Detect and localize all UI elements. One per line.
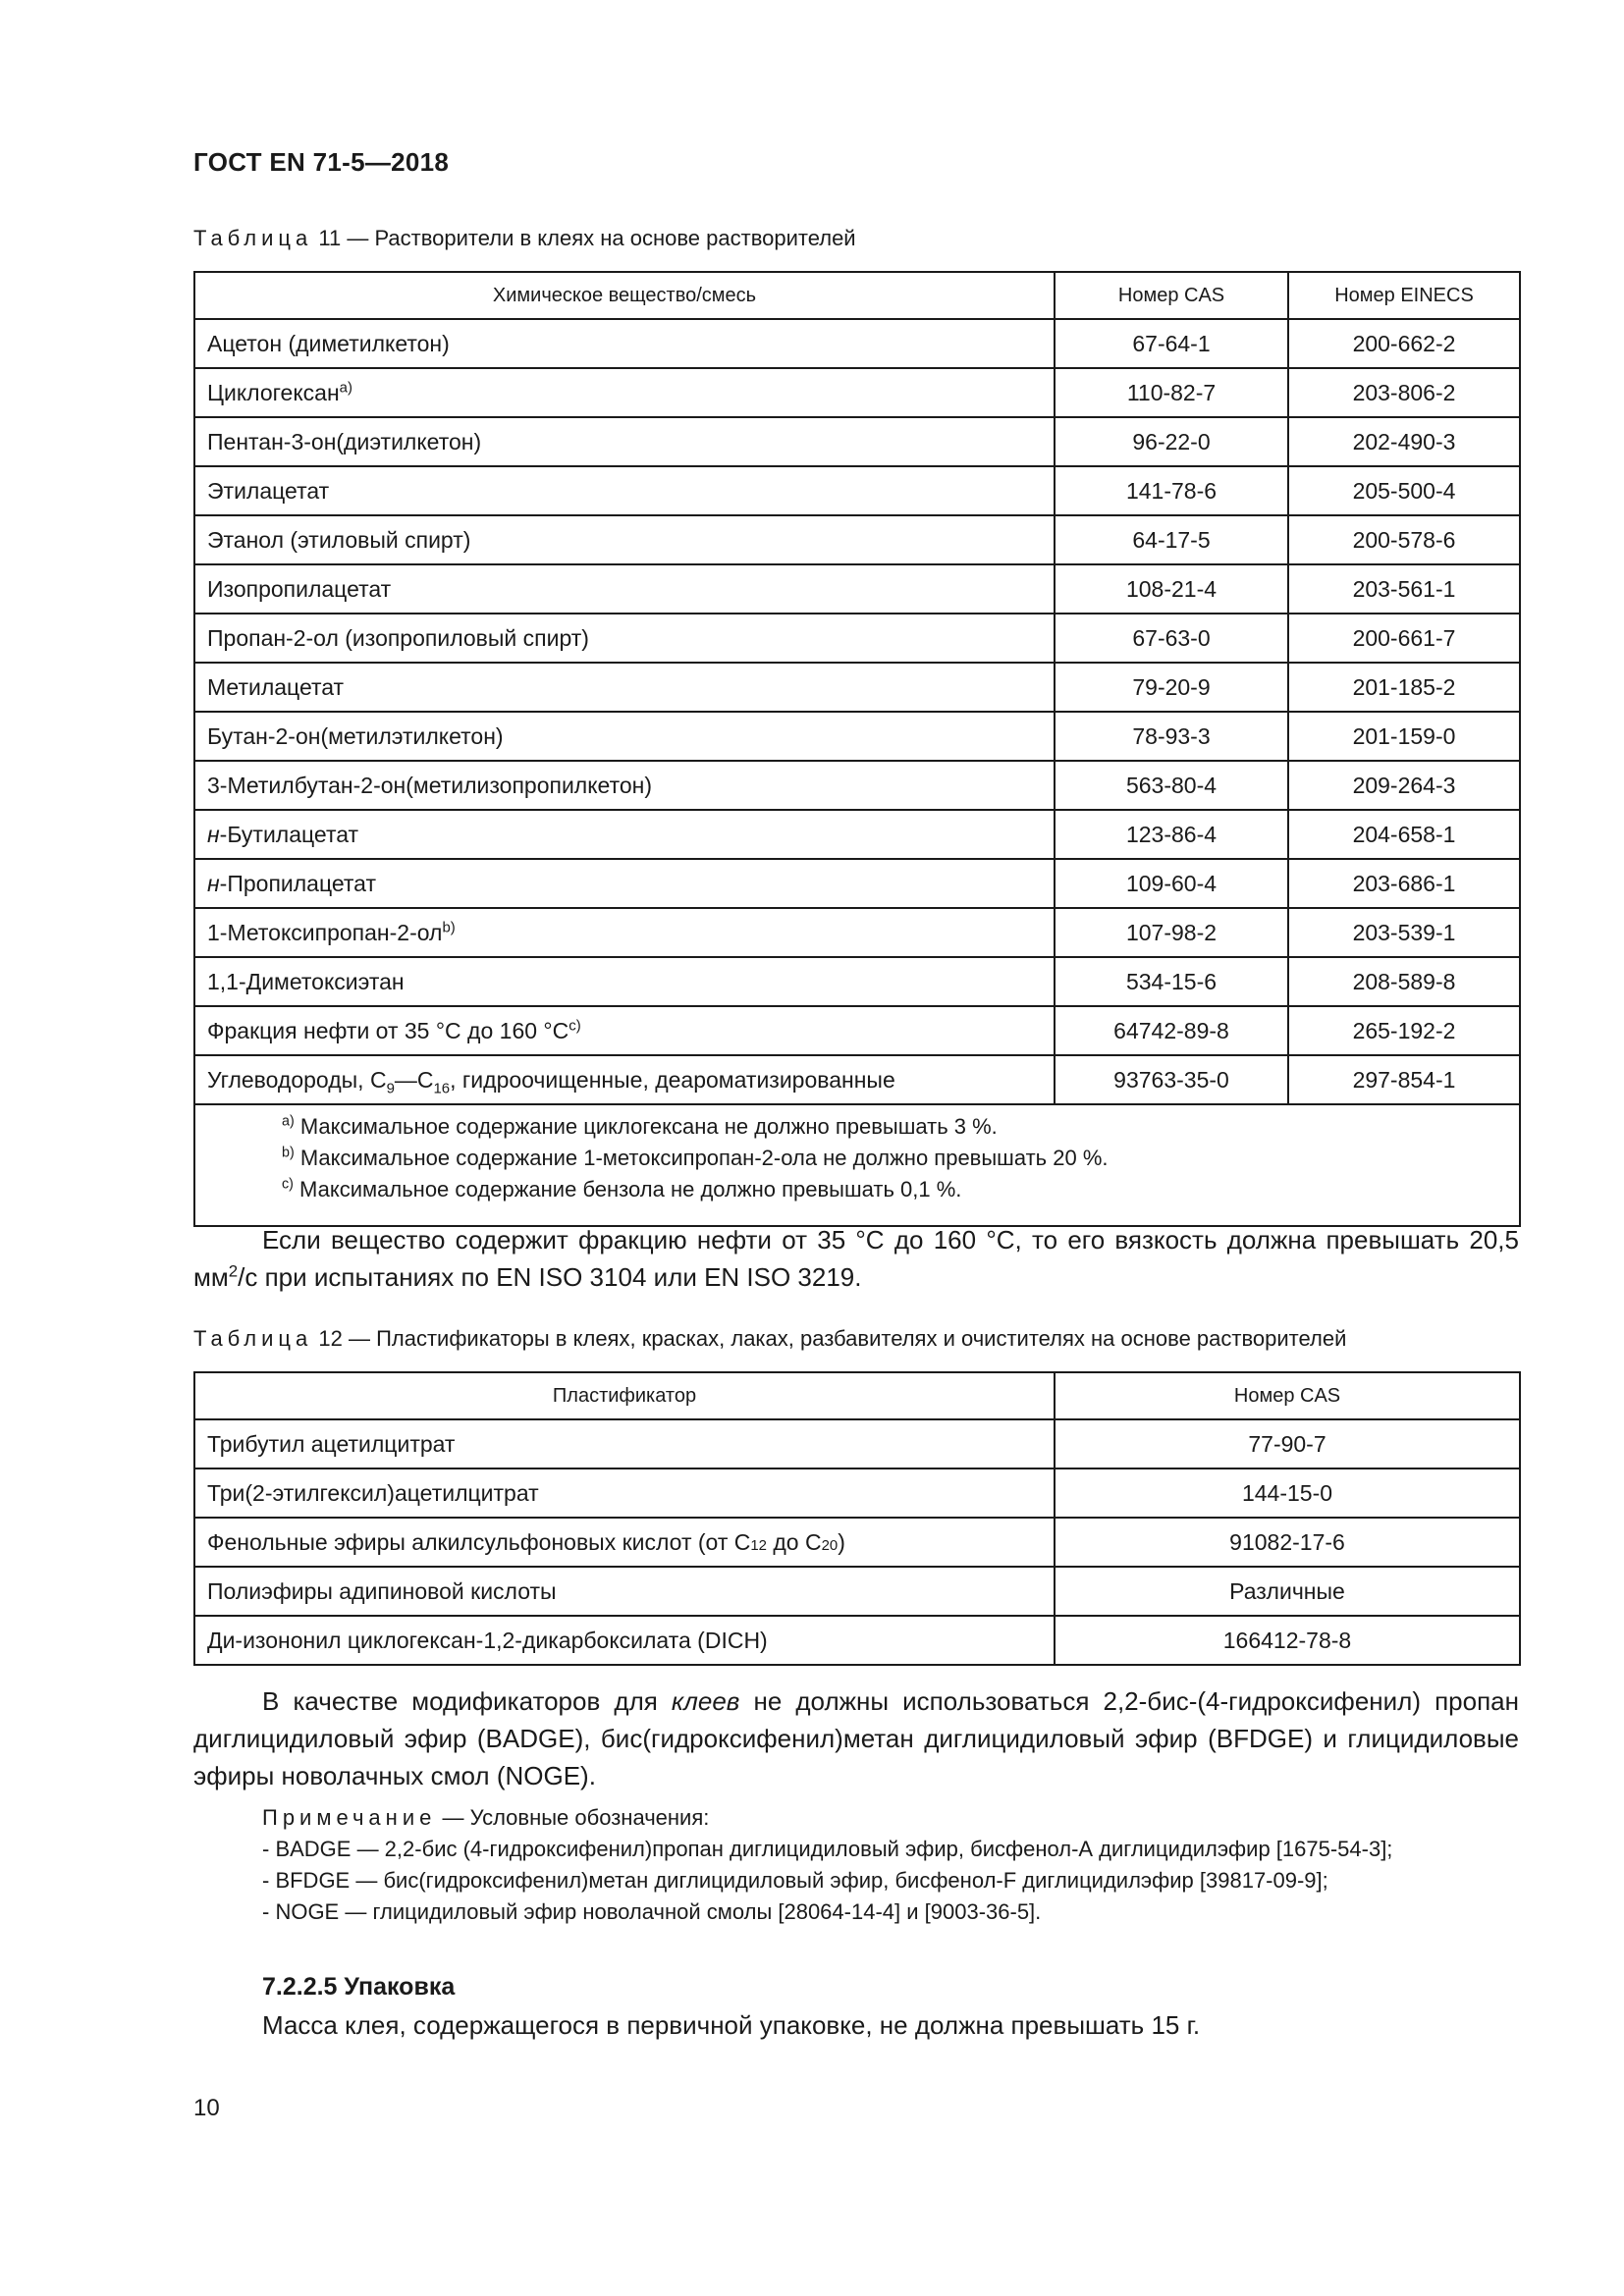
substance-cell xyxy=(194,368,1055,417)
einecs-cell: 297-854-1 xyxy=(1288,1055,1520,1104)
table-row xyxy=(194,810,1520,859)
cas-cell: 563-80-4 xyxy=(1055,761,1288,810)
table-row xyxy=(194,712,1520,761)
small-index: 12 xyxy=(750,1536,767,1554)
substance-cell: Пентан-3-он(диэтилкетон) xyxy=(194,417,1055,466)
plasticizer-cell: Ди-изононил циклогексан-1,2-дикарбоксилата (DICH) xyxy=(194,1616,1055,1665)
substance-cell: Пропан-2-ол (изопропиловый спирт) xyxy=(194,614,1055,663)
table-row xyxy=(194,614,1520,663)
substance-cell: Этилацетат xyxy=(194,466,1055,515)
table-row xyxy=(194,1468,1520,1518)
substance-cell: Изопропилацетат xyxy=(194,564,1055,614)
cas-cell: 67-64-1 xyxy=(1055,319,1288,368)
italic-prefix: н xyxy=(207,821,220,847)
einecs-cell: 205-500-4 xyxy=(1288,466,1520,515)
substance-name: 1-Метоксипропан-2-ол xyxy=(207,919,443,945)
table11-header-substance: Химическое вещество/смесь xyxy=(194,272,1055,319)
section-title: 7.2.2.5 Упаковка xyxy=(262,1973,456,2001)
footnote-mark: а) xyxy=(339,378,352,396)
table-row xyxy=(194,761,1520,810)
table-plasticizers xyxy=(193,1371,1521,1666)
einecs-cell: 204-658-1 xyxy=(1288,810,1520,859)
paragraph-text: /с при испытаниях по EN ISO 3104 или EN ISO 3219. xyxy=(238,1262,862,1292)
substance-name-part: Углеводороды, С xyxy=(207,1066,387,1093)
table11-footnotes xyxy=(194,1104,1520,1226)
table-row xyxy=(194,1055,1520,1104)
table-row xyxy=(194,1518,1520,1567)
note-block xyxy=(193,1802,1519,1928)
einecs-cell: 201-159-0 xyxy=(1288,712,1520,761)
footnote xyxy=(282,1174,1519,1205)
italic-prefix: н xyxy=(207,870,220,896)
cas-cell: 78-93-3 xyxy=(1055,712,1288,761)
table-row xyxy=(194,1006,1520,1055)
cas-cell: 166412-78-8 xyxy=(1055,1616,1520,1665)
plasticizer-name-part: до С xyxy=(767,1528,822,1555)
table11-footnotes-row xyxy=(194,1104,1520,1226)
footnote xyxy=(282,1143,1519,1174)
substance-cell xyxy=(194,908,1055,957)
subscript: 16 xyxy=(433,1080,451,1097)
note-item: - NOGE — глицидиловый эфир новолачной смолы [28064-14-4] и [9003-36-5]. xyxy=(262,1899,1042,1924)
plasticizer-cell: Три(2-этилгексил)ацетилцитрат xyxy=(194,1468,1055,1518)
einecs-cell: 203-806-2 xyxy=(1288,368,1520,417)
cas-cell: 96-22-0 xyxy=(1055,417,1288,466)
substance-cell xyxy=(194,859,1055,908)
substance-cell: 1,1-Диметоксиэтан xyxy=(194,957,1055,1006)
table12-caption-text: 12 — Пластификаторы в клеях, красках, лаках, разбавителях и очистителях на основе растворителей xyxy=(318,1326,1347,1351)
table11-caption-text: 11 — Растворители в клеях на основе растворителей xyxy=(318,226,856,250)
einecs-cell: 203-561-1 xyxy=(1288,564,1520,614)
substance-cell: Бутан-2-он(метилэтилкетон) xyxy=(194,712,1055,761)
footnote-mark: c) xyxy=(282,1176,294,1193)
table-row xyxy=(194,319,1520,368)
table-row xyxy=(194,1567,1520,1616)
cas-cell: 93763-35-0 xyxy=(1055,1055,1288,1104)
cas-cell: Различные xyxy=(1055,1567,1520,1616)
page-number: 10 xyxy=(193,2095,220,2121)
table-row xyxy=(194,515,1520,564)
small-index: 20 xyxy=(821,1536,839,1554)
einecs-cell: 200-662-2 xyxy=(1288,319,1520,368)
superscript: 2 xyxy=(228,1261,239,1281)
einecs-cell: 203-539-1 xyxy=(1288,908,1520,957)
table-row xyxy=(194,663,1520,712)
footnote xyxy=(282,1111,1519,1143)
cas-cell: 79-20-9 xyxy=(1055,663,1288,712)
cas-cell: 77-90-7 xyxy=(1055,1419,1520,1468)
table-row xyxy=(194,908,1520,957)
table-row xyxy=(194,417,1520,466)
substance-name: Циклогексан xyxy=(207,379,340,405)
table12-caption-word: Таблица xyxy=(193,1326,313,1351)
cas-cell: 91082-17-6 xyxy=(1055,1518,1520,1567)
substance-cell: 3-Метилбутан-2-он(метилизопропилкетон) xyxy=(194,761,1055,810)
substance-cell: Этанол (этиловый спирт) xyxy=(194,515,1055,564)
einecs-cell: 202-490-3 xyxy=(1288,417,1520,466)
cas-cell: 110-82-7 xyxy=(1055,368,1288,417)
substance-name: -Пропилацетат xyxy=(219,870,376,896)
footnote-text: Максимальное содержание бензола не должно превышать 0,1 %. xyxy=(293,1177,962,1201)
table-row xyxy=(194,859,1520,908)
table11-header-einecs: Номер EINECS xyxy=(1288,272,1520,319)
note-item: - BADGE — 2,2-бис (4-гидроксифенил)пропан диглицидиловый эфир, бисфенол-А диглицидилэфир [1675-54-3]; xyxy=(262,1837,1393,1861)
einecs-cell: 208-589-8 xyxy=(1288,957,1520,1006)
footnote-text: Максимальное содержание циклогексана не должно превышать 3 %. xyxy=(294,1114,998,1139)
footnote-text: Максимальное содержание 1-метоксипропан-2-ола не должно превышать 20 %. xyxy=(294,1146,1109,1170)
document-header: ГОСТ EN 71-5—2018 xyxy=(193,147,450,177)
footnote-mark: b) xyxy=(442,918,456,935)
cas-cell: 64742-89-8 xyxy=(1055,1006,1288,1055)
table11-header-row xyxy=(194,272,1520,319)
einecs-cell: 200-661-7 xyxy=(1288,614,1520,663)
substance-cell xyxy=(194,1006,1055,1055)
table-row xyxy=(194,957,1520,1006)
cas-cell: 141-78-6 xyxy=(1055,466,1288,515)
note-label: Примечание xyxy=(262,1805,437,1830)
table-row xyxy=(194,466,1520,515)
einecs-cell: 265-192-2 xyxy=(1288,1006,1520,1055)
substance-name: Фракция нефти от 35 °С до 160 °С xyxy=(207,1017,569,1043)
table11-caption-word: Таблица xyxy=(193,226,313,250)
substance-cell: Метилацетат xyxy=(194,663,1055,712)
cas-cell: 534-15-6 xyxy=(1055,957,1288,1006)
substance-cell xyxy=(194,810,1055,859)
einecs-cell: 200-578-6 xyxy=(1288,515,1520,564)
einecs-cell: 203-686-1 xyxy=(1288,859,1520,908)
footnote-mark: а) xyxy=(282,1113,295,1130)
note-item: - BFDGE — бис(гидроксифенил)метан диглицидиловый эфир, бисфенол-F диглицидилэфир [39817-09-9]; xyxy=(262,1868,1328,1893)
cas-cell: 64-17-5 xyxy=(1055,515,1288,564)
table-row xyxy=(194,1419,1520,1468)
table12-header-row xyxy=(194,1372,1520,1419)
plasticizer-cell: Трибутил ацетилцитрат xyxy=(194,1419,1055,1468)
substance-name: -Бутилацетат xyxy=(219,821,359,847)
table11-header-cas: Номер CAS xyxy=(1055,272,1288,319)
plasticizer-cell xyxy=(194,1518,1055,1567)
substance-cell xyxy=(194,1055,1055,1104)
cas-cell: 123-86-4 xyxy=(1055,810,1288,859)
plasticizer-cell: Полиэфиры адипиновой кислоты xyxy=(194,1567,1055,1616)
cas-cell: 109-60-4 xyxy=(1055,859,1288,908)
cas-cell: 144-15-0 xyxy=(1055,1468,1520,1518)
cas-cell: 67-63-0 xyxy=(1055,614,1288,663)
cas-cell: 107-98-2 xyxy=(1055,908,1288,957)
italic-word: клеев xyxy=(671,1686,740,1716)
plasticizer-name-part: ) xyxy=(838,1528,845,1555)
einecs-cell: 209-264-3 xyxy=(1288,761,1520,810)
substance-name-part: —С xyxy=(394,1066,434,1093)
footnote-mark: c) xyxy=(568,1016,581,1034)
table-row xyxy=(194,368,1520,417)
table11-caption xyxy=(193,226,856,251)
table-solvents xyxy=(193,271,1521,1227)
table12-header-plasticizer: Пластификатор xyxy=(194,1372,1055,1419)
table-row xyxy=(194,564,1520,614)
table12-header-cas: Номер CAS xyxy=(1055,1372,1520,1419)
paragraph-modifiers xyxy=(193,1682,1519,1794)
paragraph-viscosity xyxy=(193,1221,1519,1296)
table-row xyxy=(194,1616,1520,1665)
plasticizer-name-part: Фенольные эфиры алкилсульфоновых кислот (от С xyxy=(207,1528,751,1555)
subscript: 9 xyxy=(386,1080,395,1097)
einecs-cell: 201-185-2 xyxy=(1288,663,1520,712)
substance-name-part: , гидроочищенные, деароматизированные xyxy=(450,1066,895,1093)
substance-cell: Ацетон (диметилкетон) xyxy=(194,319,1055,368)
paragraph-text: не должны использоваться 2,2-бис-(4-гидроксифенил) пропан диглицидиловый эфир (BADGE), бис(гидроксифенил)метан диглицидиловый эфир (BFDGE) и глицидиловые эфиры новолачных смол (NOGE). xyxy=(193,1686,1519,1790)
note-intro xyxy=(193,1802,1519,1834)
paragraph-text: Если вещество содержит фракцию нефти от 35 °С до 160 °С, то его вязкость должна превышать 20,5 мм xyxy=(193,1225,1519,1292)
paragraph-text: В качестве модификаторов для xyxy=(262,1686,672,1716)
cas-cell: 108-21-4 xyxy=(1055,564,1288,614)
table12-caption xyxy=(193,1326,1346,1352)
footnote-mark: b) xyxy=(282,1145,295,1161)
note-intro-text: — Условные обозначения: xyxy=(436,1805,710,1830)
section-body: Масса клея, содержащегося в первичной упаковке, не должна превышать 15 г. xyxy=(262,2010,1201,2040)
